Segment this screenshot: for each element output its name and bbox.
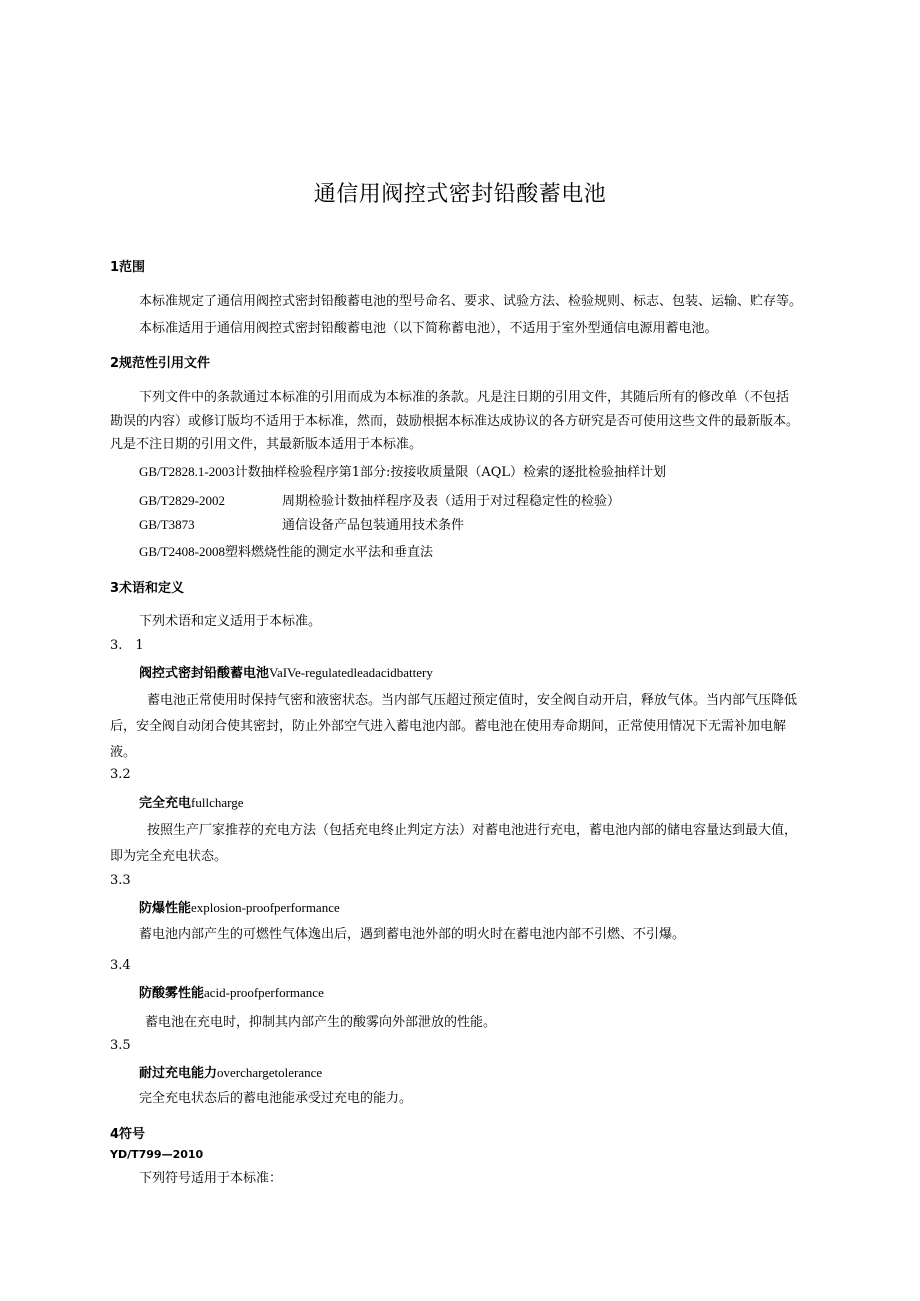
section-1-paragraph-1: 本标准规定了通信用阀控式密封铅酸蓄电池的型号命名、要求、试验方法、检验规则、标志、包装、运输、贮存等。 <box>139 294 803 309</box>
term-definition-line: 完全充电状态后的蓄电池能承受过充电的能力。 <box>139 1091 413 1106</box>
term-heading <box>139 1064 322 1083</box>
term-name-en: VaIVe-regulatedleadacidbattery <box>269 665 433 680</box>
term-heading <box>139 984 324 1003</box>
term-name-zh: 防爆性能 <box>139 901 192 916</box>
term-number: 3.4 <box>110 958 131 973</box>
term-definition-line: 蓄电池在充电时，抑制其内部产生的酸雾向外部泄放的性能。 <box>145 1015 497 1030</box>
term-heading <box>139 794 243 813</box>
term-number: 3. 1 <box>110 638 144 653</box>
term-definition-line: 按照生产厂家推荐的充电方法（包括充电终止判定方法）对蓄电池进行充电，蓄电池内部的储电容量达到最大值， <box>147 823 798 838</box>
section-2-heading: 2规范性引用文件 <box>110 356 211 371</box>
term-name-en: explosion-proofperformance <box>191 900 340 915</box>
standard-code: YD/T799—2010 <box>110 1148 204 1161</box>
term-definition-line: 蓄电池内部产生的可燃性气体逸出后，遇到蓄电池外部的明火时在蓄电池内部不引燃、不引爆。 <box>139 927 686 942</box>
reference-code: GB/T2829-2002 <box>139 493 225 508</box>
reference-item <box>139 516 464 535</box>
reference-title: 周期检验计数抽样程序及表（适用于对过程稳定性的检验） <box>282 494 621 509</box>
page-title: 通信用阀控式密封铅酸蓄电池 <box>313 182 607 207</box>
term-definition-line: 即为完全充电状态。 <box>110 849 228 864</box>
reference-code: GB/T2828.1-2003 <box>139 464 235 479</box>
reference-code: GB/T3873 <box>139 517 195 532</box>
term-definition-line: 液。 <box>110 745 137 760</box>
term-name-en: overchargetolerance <box>217 1065 323 1080</box>
section-1-paragraph-2: 本标准适用于通信用阀控式密封铅酸蓄电池（以下简称蓄电池），不适用于室外型通信电源用蓄电池。 <box>139 321 718 336</box>
reference-title: 通信设备产品包装通用技术条件 <box>282 518 465 533</box>
term-number: 3.2 <box>110 767 131 782</box>
section-2-paragraph-line-3: 凡是不注日期的引用文件，其最新版本适用于本标准。 <box>110 437 423 452</box>
term-name-en: fullcharge <box>191 795 244 810</box>
section-1-heading: 1范围 <box>110 260 146 275</box>
term-number: 3.3 <box>110 873 131 888</box>
term-heading <box>139 664 433 683</box>
reference-code: GB/T2408-2008 <box>139 544 225 559</box>
term-heading <box>139 899 340 918</box>
term-definition-line: 后，安全阀自动闭合使其密封，防止外部空气进入蓄电池内部。蓄电池在使用寿命期间，正常使用情况下无需补加电解 <box>110 719 787 734</box>
section-3-heading: 3术语和定义 <box>110 581 185 596</box>
term-name-zh: 防酸雾性能 <box>139 986 205 1001</box>
section-4-intro: 下列符号适用于本标准： <box>139 1171 283 1186</box>
term-definition-line: 蓄电池正常使用时保持气密和液密状态。当内部气压超过预定值时，安全阀自动开启，释放气体。当内部气压降低 <box>147 693 798 708</box>
section-2-paragraph-line-1: 下列文件中的条款通过本标准的引用而成为本标准的条款。凡是注日期的引用文件，其随后所有的修改单（不包括 <box>139 390 790 405</box>
section-2-paragraph-line-2: 勘误的内容）或修订版均不适用于本标准，然而，鼓励根据本标准达成协议的各方研究是否可使用这些文件的最新版本。 <box>110 414 800 429</box>
term-name-zh: 阀控式密封铅酸蓄电池 <box>139 666 270 681</box>
term-number: 3.5 <box>110 1038 131 1053</box>
reference-item <box>139 492 620 511</box>
reference-title: 计数抽样检验程序第1部分:按接收质量限（AQL）检索的逐批检验抽样计划 <box>234 465 667 480</box>
term-name-en: acid-proofperformance <box>204 985 324 1000</box>
section-3-intro: 下列术语和定义适用于本标准。 <box>139 614 322 629</box>
reference-item <box>139 463 666 482</box>
reference-item <box>139 543 433 562</box>
reference-title: 塑料燃烧性能的测定水平法和垂直法 <box>224 545 433 560</box>
section-4-heading: 4符号 <box>110 1127 146 1142</box>
term-name-zh: 耐过充电能力 <box>139 1066 218 1081</box>
term-name-zh: 完全充电 <box>139 796 192 811</box>
